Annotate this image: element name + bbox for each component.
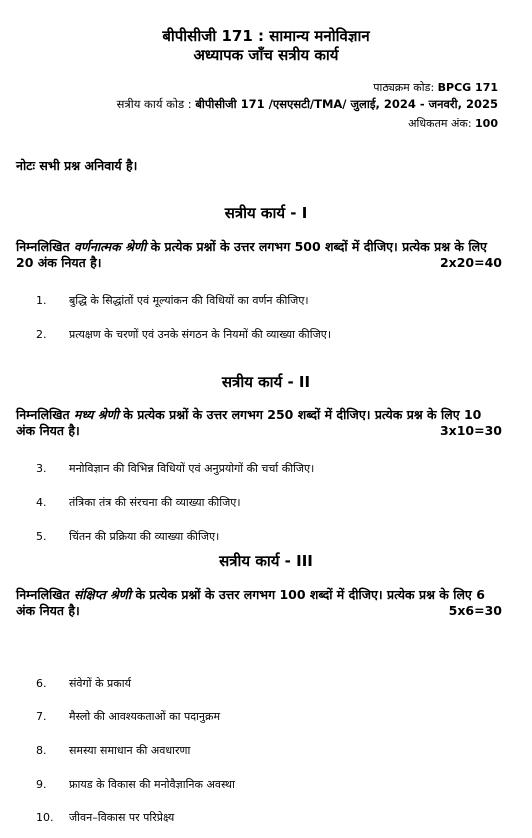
question-text: तंत्रिका तंत्र की संरचना की व्याख्या कीजिए।	[69, 496, 241, 509]
question-number: 8.	[36, 744, 47, 757]
question-item	[36, 327, 331, 342]
instr-pre-3: निम्नलिखित	[16, 587, 74, 602]
assignment-code-label: सत्रीय कार्य कोड :	[116, 97, 192, 111]
instr-post-1: के प्रत्येक प्रश्नों के उत्तर लगभग 500 शब्दों में दीजिए। प्रत्येक प्रश्न के लिए 20 अंक नियत है।	[16, 239, 487, 270]
question-number: 5.	[36, 530, 47, 543]
section-heading-1: सत्रीय कार्य - I	[224, 204, 308, 222]
course-code-label: पाठ्यक्रम कोड:	[373, 81, 435, 94]
course-code-line	[373, 80, 498, 95]
question-text: मनोविज्ञान की विभिन्न विधियों एवं अनुप्रयोगों की चर्चा कीजिए।	[69, 462, 315, 475]
section-instructions-1	[16, 239, 502, 271]
instr-category-2: मध्य श्रेणी	[73, 407, 119, 422]
question-item	[36, 293, 309, 308]
question-text: बुद्धि के सिद्धांतों एवं मूल्यांकन की विधियों का वर्णन कीजिए।	[69, 294, 309, 307]
question-text: संवेगों के प्रकार्य	[69, 677, 131, 690]
question-number: 9.	[36, 778, 47, 791]
question-number: 4.	[36, 496, 47, 509]
section-instructions-2	[16, 407, 502, 439]
course-code: BPCG 171	[437, 81, 498, 94]
question-text: प्रत्यक्षण के चरणों एवं उनके संगठन के नियमों की व्याख्या कीजिए।	[69, 328, 331, 341]
question-item	[36, 777, 235, 792]
assignment-code: बीपीसीजी 171 /एसएसटी/TMA/ जुलाई, 2024 - जनवरी, 2025	[195, 97, 498, 111]
question-number: 10.	[36, 811, 54, 824]
section-instructions-3	[16, 587, 502, 619]
assignment-code-line	[117, 97, 498, 112]
question-item	[36, 810, 174, 825]
section-heading-2: सत्रीय कार्य - II	[221, 373, 311, 391]
section-marks-2: 3x10=30	[439, 423, 502, 438]
section-marks-1: 2x20=40	[439, 255, 502, 270]
question-text: समस्या समाधान की अवधारणा	[69, 744, 191, 757]
question-number: 6.	[36, 677, 47, 690]
question-number: 2.	[36, 328, 47, 341]
section-marks-3: 5x6=30	[448, 603, 502, 618]
question-item	[36, 676, 131, 691]
question-text: चिंतन की प्रक्रिया की व्याख्या कीजिए।	[69, 530, 220, 543]
instr-pre-2: निम्नलिखित	[16, 407, 74, 422]
instr-category-1: वर्णनात्मक श्रेणी	[73, 239, 147, 254]
max-marks: 100	[475, 117, 498, 130]
question-item	[36, 743, 190, 758]
question-number: 1.	[36, 294, 47, 307]
question-item	[36, 529, 219, 544]
max-marks-label: अधिकतम अंक:	[408, 117, 472, 130]
document-title: बीपीसीजी 171 : सामान्य मनोविज्ञान	[162, 27, 370, 45]
instr-post-2: के प्रत्येक प्रश्नों के उत्तर लगभग 250 शब्दों में दीजिए। प्रत्येक प्रश्न के लिए 10 अंक नियत है।	[16, 407, 482, 438]
question-item	[36, 461, 314, 476]
document-subtitle: अध्यापक जाँच सत्रीय कार्य	[193, 46, 339, 64]
question-text: मैस्लो की आवश्यकताओं का पदानुक्रम	[69, 710, 221, 723]
question-number: 3.	[36, 462, 47, 475]
question-item	[36, 709, 220, 724]
instr-post-3: के प्रत्येक प्रश्नों के उत्तर लगभग 100 शब्दों में दीजिए। प्रत्येक प्रश्न के लिए 6 अंक नियत है।	[16, 587, 485, 618]
instr-pre-1: निम्नलिखित	[16, 239, 74, 254]
max-marks-line	[408, 116, 498, 131]
question-item	[36, 495, 241, 510]
note-text: नोटः सभी प्रश्न अनिवार्य है।	[16, 158, 138, 173]
section-heading-3: सत्रीय कार्य - III	[219, 552, 313, 570]
question-text: फ्रायड के विकास की मनोवैज्ञानिक अवस्था	[69, 778, 235, 791]
question-number: 7.	[36, 710, 47, 723]
question-text: जीवन–विकास पर परिप्रेक्ष्य	[69, 811, 175, 824]
instr-category-3: संक्षिप्त श्रेणी	[73, 587, 132, 602]
